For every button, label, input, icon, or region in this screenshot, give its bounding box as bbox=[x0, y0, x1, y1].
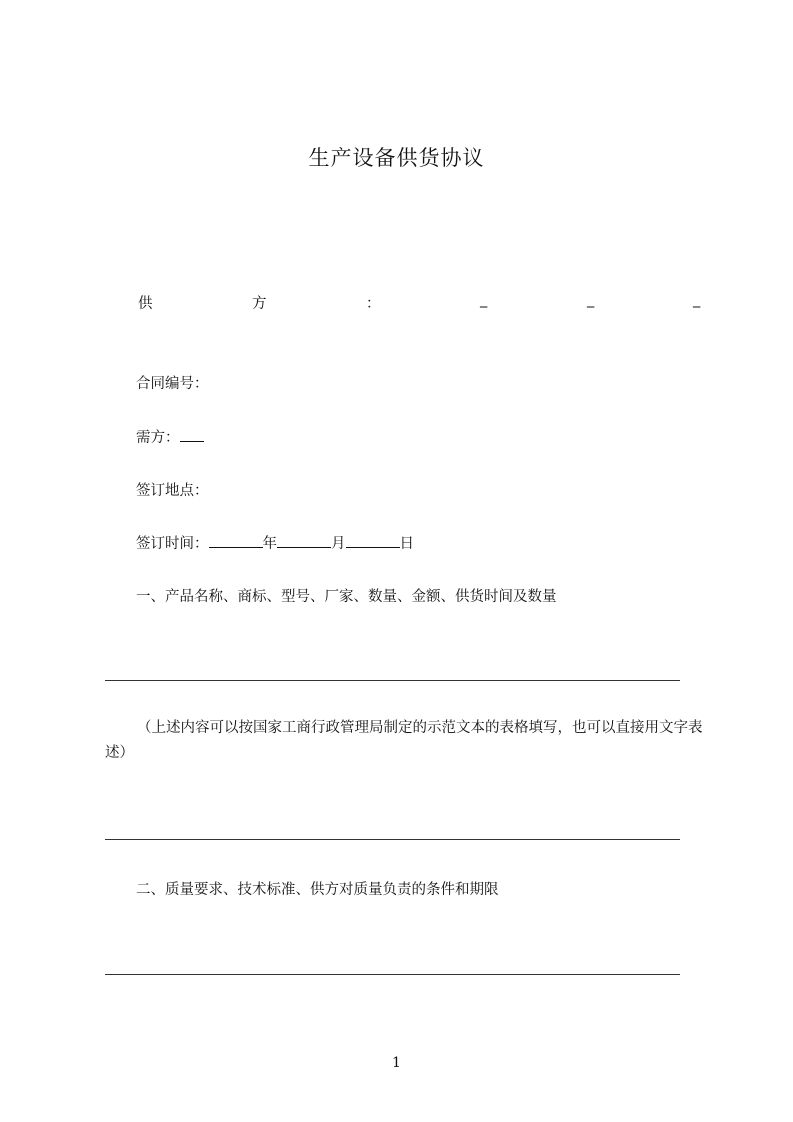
contract-number-line bbox=[136, 372, 209, 393]
month-label: 月 bbox=[331, 536, 346, 552]
sign-time-label: 签订时间： bbox=[136, 536, 209, 552]
supplier-label-char1: 供 bbox=[138, 296, 153, 312]
supplier-colon: ： bbox=[366, 296, 381, 312]
sign-time-line bbox=[136, 532, 414, 553]
section-1-note: （上述内容可以按国家工商行政管理局制定的示范文本的表格填写，也可以直接用文字表述） bbox=[105, 720, 703, 761]
buyer-line bbox=[136, 426, 204, 447]
buyer-blank bbox=[180, 427, 204, 442]
section-1-heading: 一、产品名称、商标、型号、厂家、数量、金额、供货时间及数量 bbox=[136, 589, 557, 605]
supplier-blank-2: _ bbox=[587, 292, 595, 308]
page-number: 1 bbox=[392, 1055, 401, 1071]
sign-place-line bbox=[136, 479, 209, 500]
fill-line-1 bbox=[105, 680, 680, 681]
sign-place-label: 签订地点： bbox=[136, 483, 209, 499]
supplier-label-char2: 方 bbox=[252, 296, 267, 312]
month-blank bbox=[277, 533, 331, 548]
section-2-heading: 二、质量要求、技术标准、供方对质量负责的条件和期限 bbox=[136, 882, 499, 898]
buyer-label: 需方： bbox=[136, 430, 180, 446]
fill-line-3 bbox=[105, 974, 680, 975]
day-label: 日 bbox=[399, 536, 414, 552]
document-title: 生产设备供货协议 bbox=[308, 146, 485, 170]
supplier-row bbox=[138, 292, 703, 314]
day-blank bbox=[346, 533, 400, 548]
fill-line-2 bbox=[105, 839, 680, 840]
contract-number-label: 合同编号： bbox=[136, 376, 209, 392]
year-blank bbox=[209, 533, 263, 548]
supplier-blank-3: _ bbox=[693, 292, 701, 308]
supplier-blank-1: _ bbox=[480, 292, 488, 308]
year-label: 年 bbox=[262, 536, 277, 552]
